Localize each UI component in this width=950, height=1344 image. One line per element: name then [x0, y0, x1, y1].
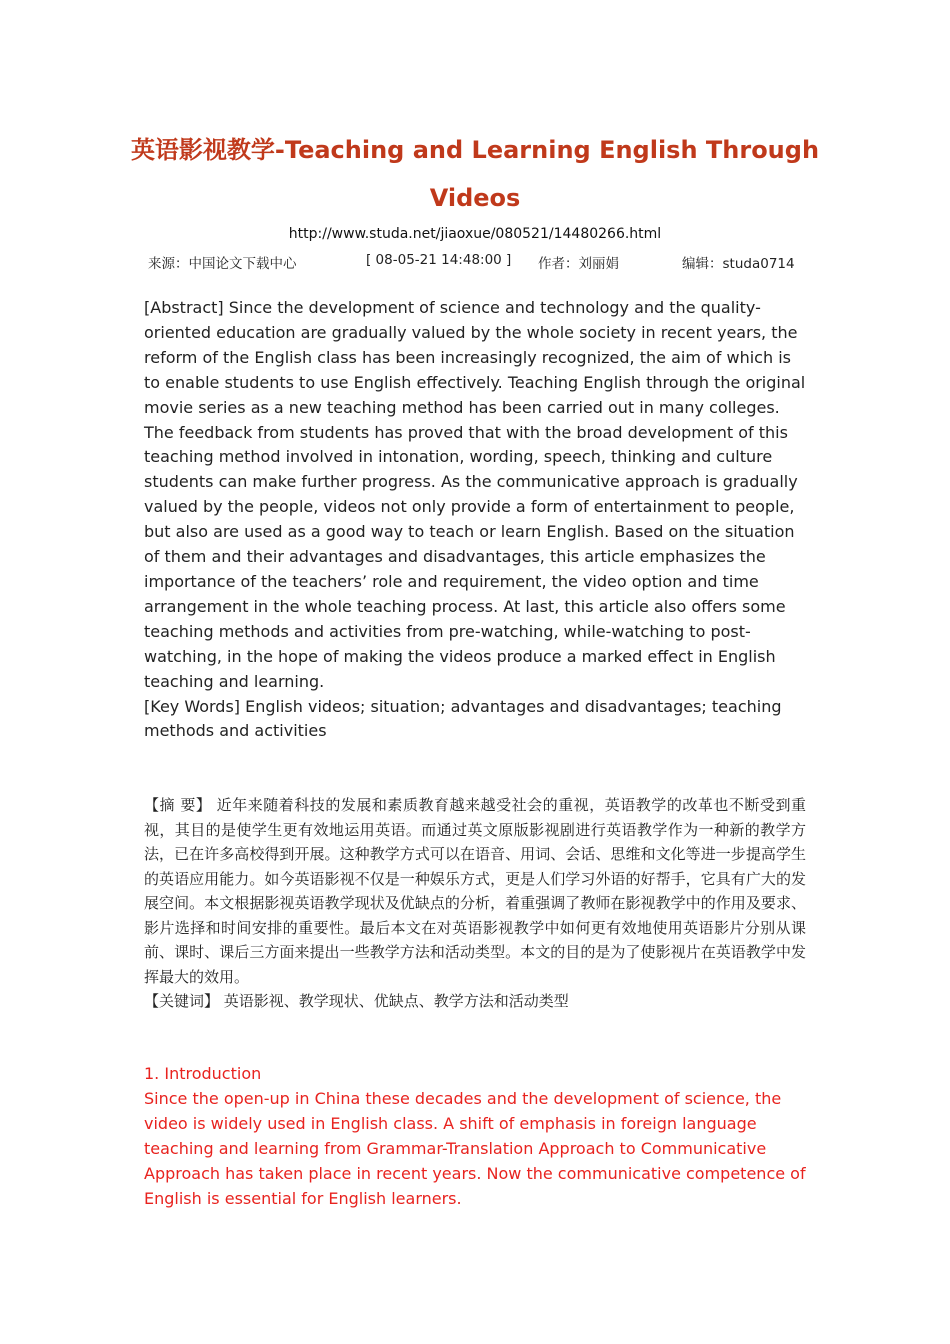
- meta-source: 来源：中国论文下载中心: [148, 256, 297, 272]
- meta-editor-label: 编辑：: [682, 256, 723, 272]
- meta-editor-value: studa0714: [722, 256, 795, 272]
- keywords-chinese-label: 【关键词】: [144, 992, 220, 1010]
- abstract-chinese-label: 【摘 要】: [144, 796, 212, 814]
- meta-author: 作者：刘丽娟: [538, 256, 619, 272]
- keywords-chinese-paragraph: [144, 989, 806, 1014]
- article-url[interactable]: http://www.studa.net/jiaoxue/080521/14480266.html: [288, 226, 662, 242]
- abstract-chinese-text: 近年来随着科技的发展和素质教育越来越受社会的重视，英语教学的改革也不断受到重视，其目的是使学生更有效地运用英语。而通过英文原版影视剧进行英语教学作为一种新的教学方法，已在许多高校得到开展。这种教学方式可以在语音、用词、会话、思维和文化等进一步提高学生的英语应用能力。如今英语影视不仅是一种娱乐方式，更是人们学习外语的好帮手，它具有广大的发展空间。本文根据影视英语教学现状及优缺点的分析，着重强调了教师在影视教学中的作用及要求、影片选择和时间安排的重要性。最后本文在对英语影视教学中如何更有效地使用英语影片分别从课前、课时、课后三方面来提出一些教学方法和活动类型。本文的目的是为了使影视片在英语教学中发挥最大的效用。: [144, 796, 806, 986]
- keywords-chinese-text: 英语影视、教学现状、优缺点、教学方法和活动类型: [219, 992, 569, 1010]
- keywords-english: [Key Words] English videos; situation; advantages and disadvantages; teaching methods and activities: [144, 696, 782, 741]
- abstract-english: [144, 296, 806, 744]
- meta-editor: [682, 252, 795, 272]
- introduction-section: [144, 1062, 806, 1211]
- article-title: 英语影视教学-Teaching and Learning English Through Videos: [130, 136, 820, 212]
- article-meta: [148, 252, 808, 274]
- meta-datetime: [ 08-05-21 14:48:00 ]: [366, 252, 512, 268]
- abstract-chinese: [144, 793, 806, 1014]
- abstract-english-text: [Abstract] Since the development of science and technology and the quality-oriented education are gradually valued by the whole society in recent years, the reform of the English class has been increasingly recognized, the aim of which is to enable students to use English effectively. Teaching English through the original movie series as a new teaching method has been carried out in many colleges. The feedback from students has proved that with the broad development of this teaching method involved in intonation, wording, speech, thinking and culture students can make further progress. As the communicative approach is gradually valued by the people, videos not only provide a form of entertainment to people, but also are used as a good way to teach or learn English. Based on the situation of them and their advantages and disadvantages, this article emphasizes the importance of the teachers’ role and requirement, the video option and time arrangement in the whole teaching process. At last, this article also offers some teaching methods and activities from pre-watching, while-watching to post-watching, in the hope of making the videos produce a marked effect in English teaching and learning.: [144, 298, 806, 691]
- introduction-text: Since the open-up in China these decades and the development of science, the video is widely used in English class. A shift of emphasis in foreign language teaching and learning from Grammar-Translation Approach to Communicative Approach has taken place in recent years. Now the communicative competence of English is essential for English learners.: [144, 1088, 806, 1208]
- introduction-heading: 1. Introduction: [144, 1064, 262, 1083]
- abstract-chinese-paragraph: [144, 793, 806, 989]
